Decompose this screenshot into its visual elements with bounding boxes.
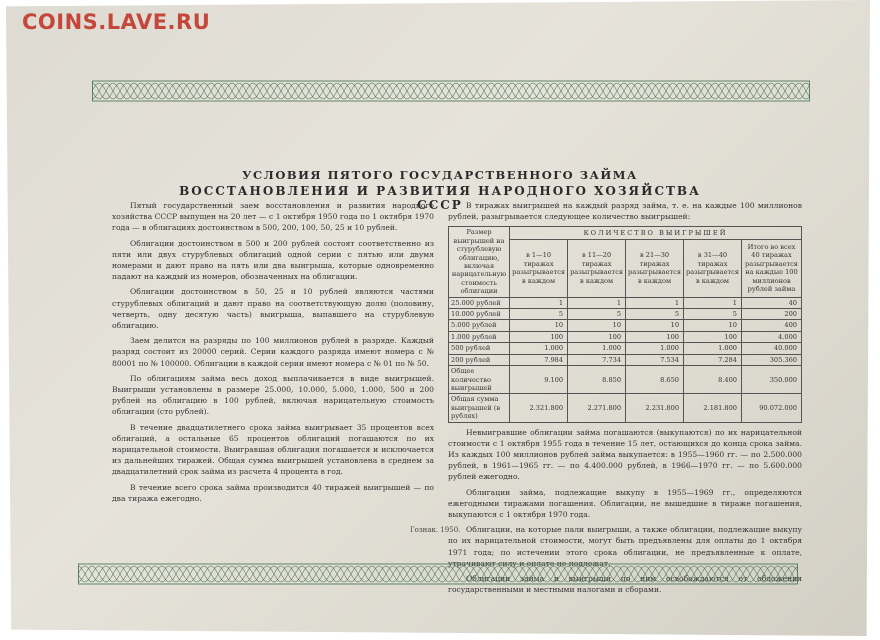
prize-count-cell: 1	[626, 297, 684, 308]
draws-11-20-header: в 11—20 тиражах разыгрывается в каждом	[568, 239, 626, 297]
prize-count-cell: 305.360	[741, 354, 801, 365]
prize-size-cell: 10.000 рублей	[449, 309, 510, 320]
right-column	[448, 200, 802, 599]
prize-count-cell: 1	[510, 297, 568, 308]
prize-count-cell: 5	[568, 309, 626, 320]
prize-row	[449, 309, 802, 320]
prize-count-cell: 5	[510, 309, 568, 320]
prize-count-cell: 1	[568, 297, 626, 308]
left-column	[112, 200, 434, 508]
guilloche-wave	[92, 83, 810, 99]
guilloche-border-top	[92, 78, 810, 104]
total-sum-cell: 2.231.800	[626, 394, 684, 422]
total-sum-row	[449, 394, 802, 422]
prize-count-cell: 100	[626, 331, 684, 342]
total-sum-cell: 2.181.800	[684, 394, 742, 422]
document-title-line1: УСЛОВИЯ ПЯТОГО ГОСУДАРСТВЕННОГО ЗАЙМА	[242, 168, 638, 182]
right-paragraph: Невыигравшие облигации займа погашаются (выкупаются) по их нарицательной стоимости с 1 октября 1955 года в течение 15 лет, остающихся до конца срока займа. Из каждых 100 миллионов рублей займа выкупается: в 1955—1960 гг. — по 2.500.000 рублей, в 1961—1965 гг. — по 4.400.000 рублей, в 1966—1970 гг. — по 5.600.000 рублей ежегодно.	[448, 427, 802, 482]
prize-count-cell: 100	[510, 331, 568, 342]
prize-table	[448, 226, 802, 422]
total-sum-cell: 90.072.000	[741, 394, 801, 422]
left-paragraph: Пятый государственный заем восстановления и развития народного хозяйства СССР выпущен на 20 лет — с 1 октября 1950 года по 1 октября 1970 года — в облигациях достоинством в 500, 200, 100, 50, 25 и 10 рублей.	[112, 201, 434, 233]
prize-count-cell: 40.000	[741, 343, 801, 354]
prize-row	[449, 354, 802, 365]
guilloche-pattern-bottom	[78, 561, 798, 587]
prize-count-cell: 5	[626, 309, 684, 320]
prize-row	[449, 297, 802, 308]
right-paragraph: Облигации, на которые пали выигрыши, а также облигации, подлежащие выкупу по их нарицательной стоимости, могут быть предъявлены для оплаты до 1 октября 1971 года; по истечении этого срока облигации, не предъявленные к оплате, утрачивают силу и оплате не подлежат.	[448, 525, 802, 568]
prize-count-cell: 10	[568, 320, 626, 331]
band-frame	[79, 564, 798, 584]
left-paragraph: В течение двадцатилетнего срока займа выигрывает 35 процентов всех облигаций, а остальные 65 процентов облигаций погашаются по их нарицательной стоимости. Выигравшая облигация погашается и исключается из дальнейших тиражей. Общая сумма выигрышей установлена в среднем за двадцатилетний срок займа из расчета 4 процента в год.	[112, 422, 434, 477]
right-paragraph: Облигации займа и выигрыши по ним освобождаются от обложения государственными и местными налогами и сборами.	[448, 573, 802, 595]
draws-21-30-header: в 21—30 тиражах разыгрывается в каждом	[626, 239, 684, 297]
total-count-cell: 8.400	[684, 366, 742, 394]
prize-size-cell: 25.000 рублей	[449, 297, 510, 308]
prize-row	[449, 331, 802, 342]
guilloche-wave	[78, 566, 798, 582]
left-paragraph: Облигации достоинством в 500 и 200 рублей состоят соответственно из пяти или двух стурублевых облигаций одной серии с пятью или двумя номерами и дают право на пять или два выигрыша, которые одновременно падают на каждый из номеров, обозначенных на облигации.	[112, 238, 434, 282]
guilloche-wave	[92, 83, 810, 99]
draws-total-header: Итого во всех 40 тиражах разыгрывается на каждые 100 миллионов рублей займа	[741, 239, 801, 297]
prize-count-cell: 10	[684, 320, 742, 331]
prize-count-cell: 1.000	[510, 343, 568, 354]
prize-count-cell: 7.284	[684, 354, 742, 365]
site-watermark: COINS.LAVE.RU	[22, 10, 211, 34]
document-title-line2: ВОССТАНОВЛЕНИЯ И РАЗВИТИЯ НАРОДНОГО ХОЗЯЙСТВА СССР	[179, 184, 701, 212]
total-sum-label: Общая сумма выигрышей (в рублях)	[449, 394, 510, 422]
left-paragraph: Облигации достоинством в 50, 25 и 10 рублей являются частями стурублевых облигаций и дают право на соответствующую долю (половину, четверть, одну десятую часть) выигрыша, выпавшего на стурублевую облигацию.	[112, 287, 434, 331]
guilloche-border-bottom	[78, 561, 798, 587]
prize-count-cell: 4.000	[741, 331, 801, 342]
right-paragraph: Облигации займа, подлежащие выкупу в 1955—1969 гг., определяются ежегодными тиражами погашения. Облигации, не вышедшие в тираже погашения, выкупаются с 1 октября 1970 года.	[448, 487, 802, 519]
guilloche-wave	[78, 566, 798, 582]
prize-count-cell: 1.000	[684, 343, 742, 354]
prize-size-header: Размер выигрышей на стурублевую облигацию, включая нарицательную стоимость облигации	[449, 227, 510, 297]
prize-size-cell: 1.000 рублей	[449, 331, 510, 342]
draws-31-40-header: в 31—40 тиражах разыгрывается в каждом	[684, 239, 742, 297]
total-sum-cell: 2.321.800	[510, 394, 568, 422]
prize-count-cell: 7.734	[568, 354, 626, 365]
total-count-row	[449, 366, 802, 394]
prize-count-cell: 7.534	[626, 354, 684, 365]
prize-count-cell: 5	[684, 309, 742, 320]
prize-size-cell: 500 рублей	[449, 343, 510, 354]
prize-count-header: КОЛИЧЕСТВО ВЫИГРЫШЕЙ	[510, 227, 802, 239]
prize-row	[449, 320, 802, 331]
prize-count-cell: 100	[684, 331, 742, 342]
printer-imprint: Гознак. 1950.	[410, 526, 461, 534]
prize-count-cell: 200	[741, 309, 801, 320]
prize-count-cell: 400	[741, 320, 801, 331]
prize-count-cell: 1	[684, 297, 742, 308]
prize-count-cell: 1.000	[568, 343, 626, 354]
total-sum-cell: 2.271.800	[568, 394, 626, 422]
prize-rows	[449, 297, 802, 365]
left-paragraph: В течение всего срока займа производится 40 тиражей выигрышей — по два тиража ежегодно.	[112, 482, 434, 503]
total-count-cell: 350.000	[741, 366, 801, 394]
guilloche-pattern-top	[92, 78, 810, 104]
guilloche-wave	[78, 566, 798, 582]
total-count-cell: 8.650	[626, 366, 684, 394]
prize-count-cell: 1.000	[626, 343, 684, 354]
prize-count-cell: 7.984	[510, 354, 568, 365]
total-count-label: Общее количество выигрышей	[449, 366, 510, 394]
prize-size-cell: 5.000 рублей	[449, 320, 510, 331]
prize-count-cell: 40	[741, 297, 801, 308]
left-paragraph: По облигациям займа весь доход выплачивается в виде выигрышей. Выигрыши установлены в размере 25.000, 10.000, 5.000, 1.000, 500 и 200 рублей на облигацию в 100 рублей, включая нарицательную стоимость облигации (сто рублей).	[112, 373, 434, 417]
guilloche-wave	[78, 566, 798, 582]
guilloche-wave	[92, 83, 810, 99]
prize-count-cell: 10	[626, 320, 684, 331]
total-count-cell: 8.850	[568, 366, 626, 394]
guilloche-wave	[92, 83, 810, 99]
left-paragraph: Заем делится на разряды по 100 миллионов рублей в разряде. Каждый разряд состоит из 20000 серий. Серии каждого разряда имеют номера с № 80001 по № 100000. Облигации в каждой серии имеют номера с № 01 по № 50.	[112, 336, 434, 368]
prize-size-cell: 200 рублей	[449, 354, 510, 365]
prize-count-cell: 100	[568, 331, 626, 342]
draws-1-10-header: в 1—10 тиражах разыгрывается в каждом	[510, 239, 568, 297]
right-intro: В тиражах выигрышей на каждый разряд займа, т. е. на каждые 100 миллионов рублей, разыгрывается следующее количество выигрышей:	[448, 201, 802, 222]
prize-row	[449, 343, 802, 354]
total-count-cell: 9.100	[510, 366, 568, 394]
prize-count-cell: 10	[510, 320, 568, 331]
